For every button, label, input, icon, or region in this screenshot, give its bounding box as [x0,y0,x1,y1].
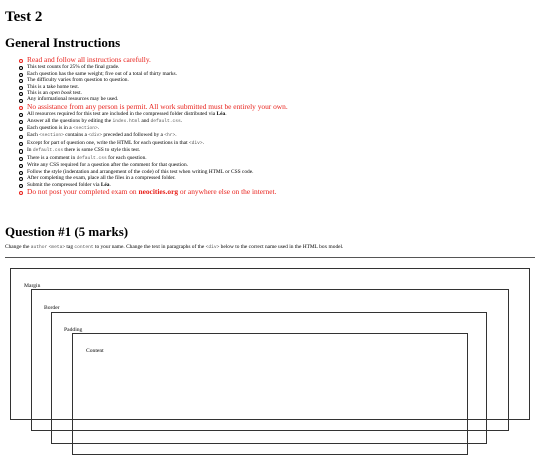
horizontal-rule [5,257,535,258]
text-span: . [202,139,205,146]
question-1-instructions [5,244,343,251]
text-span: tag [65,244,75,250]
text-span: . [180,117,183,124]
text-span: . [109,181,111,188]
text-span: After completing the exam, place all the files in a compressed folder. [27,175,176,182]
padding-box [51,312,487,444]
general-instructions-heading: General Instructions [5,35,121,50]
text-span: Change the [5,244,31,250]
inline-code: <section> [72,126,98,132]
margin-label: Margin [24,282,41,289]
instruction-item [27,147,537,154]
instruction-item [27,140,537,147]
text-span: The difficulty varies from question to question. [27,77,129,84]
italic-text: open book [49,90,72,97]
inline-code: <meta> [48,245,66,250]
inline-code: <div> [188,140,203,146]
text-span: . [97,125,100,132]
text-span: test. [71,90,82,97]
inline-code: default.css [76,155,107,161]
question-1-heading: Question #1 (5 marks) [5,224,129,239]
text-span: Any informational resources may be used. [27,96,119,103]
text-span: There is a comment in [27,154,77,161]
text-span: Read and follow all instructions carefully. [27,55,151,64]
text-span: This is a take home test. [27,83,80,90]
instruction-item [27,132,537,139]
text-span: and [139,117,151,124]
inline-code: index.html [112,118,140,124]
inline-code: <hr> [164,133,176,139]
instruction-item [27,118,537,125]
inline-code: default.css [150,118,181,124]
inline-code: content [74,245,94,250]
text-span: In [27,147,33,154]
text-span: Do not post your completed exam on [27,187,139,197]
text-span: Write any CSS required for a question after the comment for that question. [27,162,189,169]
border-label: Border [44,304,60,311]
page-title: Test 2 [5,9,43,25]
inline-code: author [30,245,48,250]
text-span: No assistance from any person is permit. All work submitted must be entirely your own. [27,101,288,111]
text-span: Except for part of question one, write the HTML for each questions in that [27,139,189,146]
margin-box [10,268,530,420]
text-span: Submit the compressed folder via [27,181,101,188]
text-span: . [175,132,177,139]
text-span: This test counts for 25% of the final grade. [27,64,120,71]
text-span: All resources required for this test are included in the compressed folder distributed via [27,111,217,118]
text-span: Each question has the same weight; five out of a total of thirty marks. [27,70,178,77]
content-box [72,333,468,455]
text-span: Follow the style (indentation and arrangement of the code) of this test when writing HTML or CSS code. [27,168,254,175]
text-span: for each question. [106,154,147,161]
text-span: to your name. Change the text in paragraphs of the [93,244,206,250]
instruction-item [27,188,537,196]
inline-code: <div> [205,245,220,250]
inline-code: <div> [88,133,103,139]
text-span: or anywhere else on the internet. [178,187,277,197]
content-label: Content [86,347,104,354]
text-span: Each [27,132,40,139]
inline-code: default.css [32,148,64,154]
inline-code: <section> [39,133,64,139]
padding-label: Padding [64,326,83,333]
text-span: below to the correct name used in the HTML box model. [219,244,344,250]
bold-text: Léa [100,181,110,188]
text-span: preceded and followed by a [102,132,165,139]
border-box [31,289,509,431]
instruction-item [27,103,537,111]
bold-text: Léa [216,111,226,118]
instructions-list [0,56,537,196]
text-span: Answer all the questions by editing the [27,117,113,124]
text-span: there is some CSS to style this test. [63,147,141,154]
text-span: This is an [27,90,50,97]
text-span: contains a [63,132,89,139]
bold-text: neocities.org [138,187,179,197]
text-span: Each question is in a [27,125,73,132]
instruction-item [27,56,537,64]
text-span: . [225,111,227,118]
